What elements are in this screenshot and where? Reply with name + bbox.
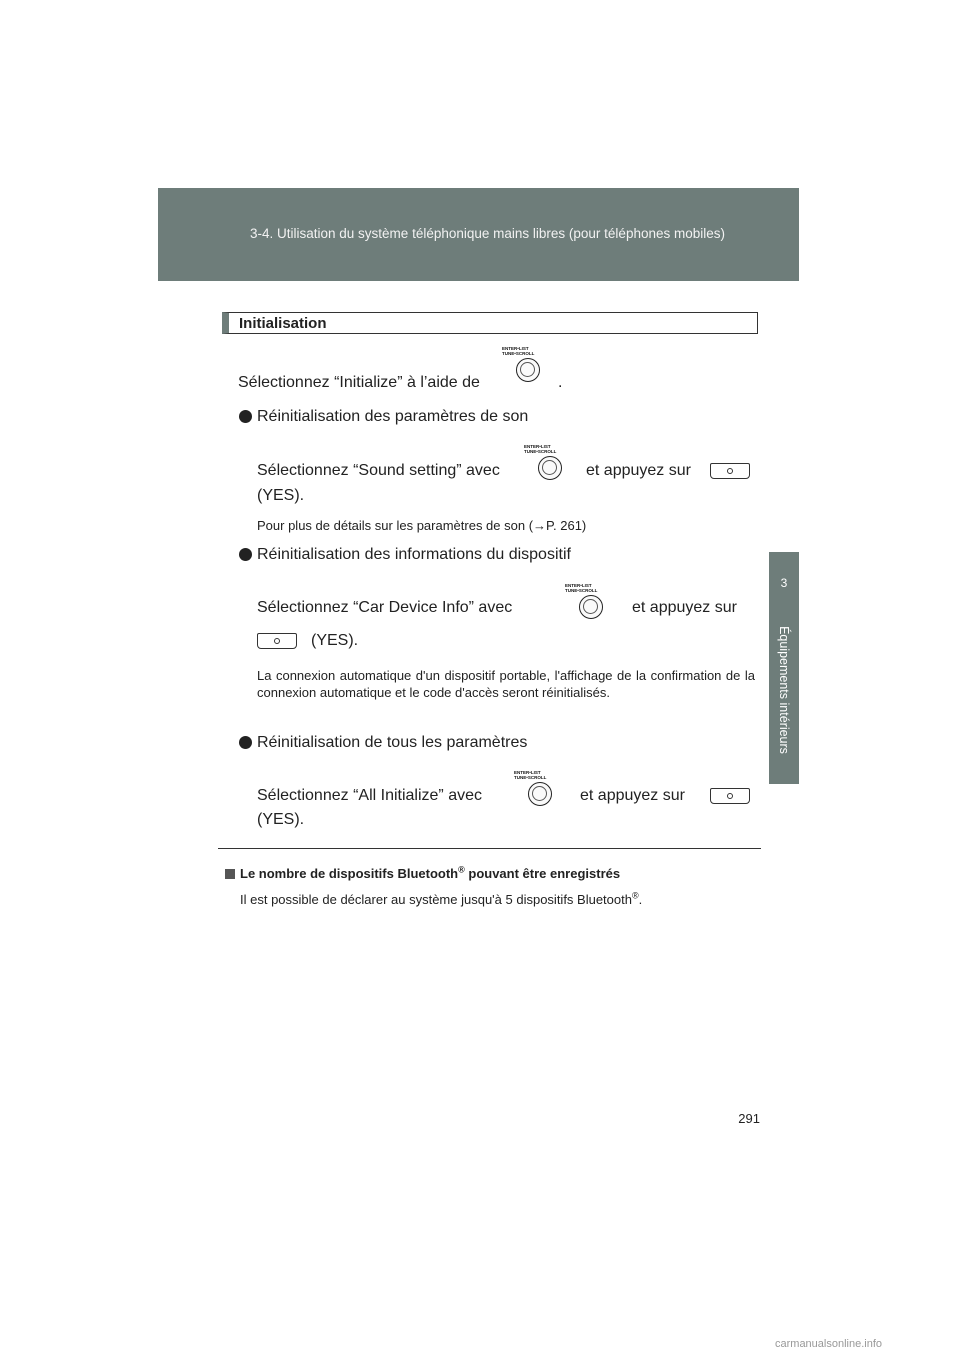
item-instruction: Sélectionnez “All Initialize” avec: [257, 787, 482, 804]
yes-button-icon: [710, 463, 750, 479]
tune-knob-icon: [565, 583, 621, 629]
item-yes: (YES).: [311, 632, 359, 649]
knob-label: ENTER•LIST TUNE•SCROLL: [524, 444, 557, 454]
chapter-title: 3-4. Utilisation du système téléphonique mains libres (pour téléphones mobiles): [250, 226, 725, 241]
tune-knob-icon: [524, 444, 580, 490]
bullet-icon: [239, 410, 252, 423]
note-body: Il est possible de déclarer au système jusqu'à 5 dispositifs Bluetooth®.: [240, 890, 643, 907]
item-instruction-end: et appuyez sur: [580, 787, 685, 804]
item-heading: Réinitialisation des paramètres de son: [257, 408, 529, 425]
tune-knob-icon: [514, 770, 570, 816]
intro-period: .: [558, 374, 563, 391]
note-square-icon: [225, 869, 235, 879]
yes-button-icon: [257, 633, 297, 649]
bullet-icon: [239, 548, 252, 561]
item-heading: Réinitialisation de tous les paramètres: [257, 734, 528, 751]
knob-label: ENTER•LIST TUNE•SCROLL: [565, 583, 598, 593]
item-note: Pour plus de détails sur les paramètres de son (→P. 261): [257, 518, 587, 533]
item-instruction-end: et appuyez sur: [586, 462, 691, 479]
item-instruction-end: et appuyez sur: [632, 599, 737, 616]
divider: [218, 848, 761, 849]
side-tab-number: 3: [780, 576, 788, 590]
note-title: Le nombre de dispositifs Bluetooth® pouvant être enregistrés: [240, 864, 621, 881]
tune-knob-icon: [502, 346, 558, 392]
side-tab-label: Équipements intérieurs: [777, 626, 791, 754]
item-heading: Réinitialisation des informations du dispositif: [257, 546, 571, 563]
section-title: Initialisation: [239, 315, 327, 332]
item-instruction: Sélectionnez “Car Device Info” avec: [257, 599, 513, 616]
item-yes: (YES).: [257, 811, 305, 828]
item-instruction: Sélectionnez “Sound setting” avec: [257, 462, 500, 479]
intro-text: Sélectionnez “Initialize” à l’aide de: [238, 374, 480, 391]
page-number: 291: [738, 1111, 760, 1126]
knob-label: ENTER•LIST TUNE•SCROLL: [514, 770, 547, 780]
item-yes: (YES).: [257, 487, 305, 504]
bullet-icon: [239, 736, 252, 749]
item-note: La connexion automatique d'un dispositif portable, l'affichage de la confirmation de la connexion automatique et le code d'accès seront réinitialisés.: [257, 668, 755, 700]
section-header: [222, 312, 758, 334]
knob-label: ENTER•LIST TUNE•SCROLL: [502, 346, 535, 356]
yes-button-icon: [710, 788, 750, 804]
watermark: carmanualsonline.info: [775, 1338, 883, 1350]
